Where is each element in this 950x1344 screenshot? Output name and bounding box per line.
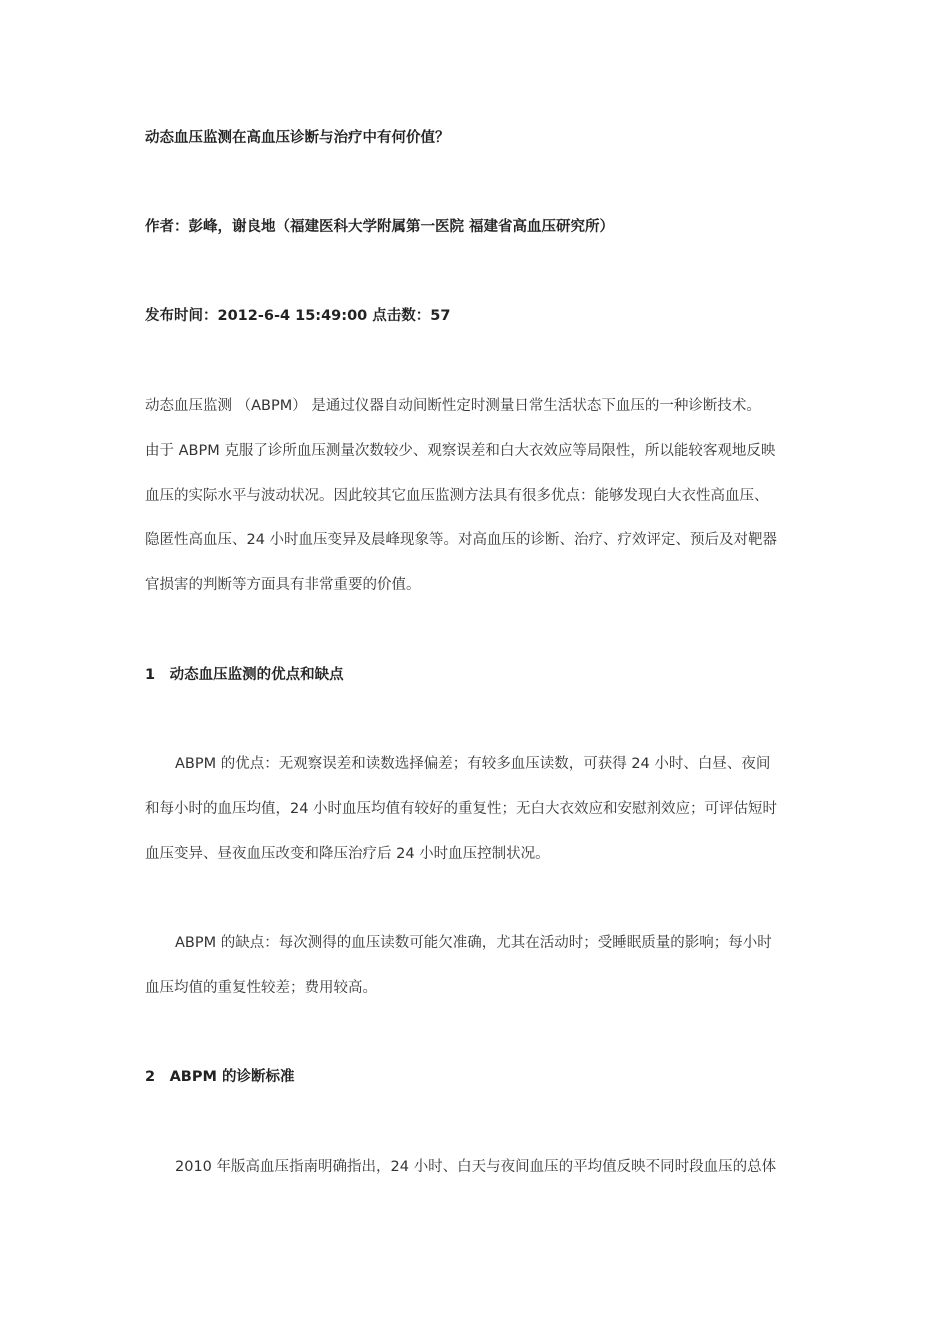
- section-1-heading: 1 动态血压监测的优点和缺点: [145, 667, 344, 683]
- article-authors: 作者：彭峰，谢良地（福建医科大学附属第一医院 福建省高血压研究所）: [145, 219, 615, 235]
- intro-line: 隐匿性高血压、24 小时血压变异及晨峰现象等。对高血压的诊断、治疗、疗效评定、预后及对靶器: [145, 532, 778, 548]
- advantages-line: 和每小时的血压均值，24 小时血压均值有较好的重复性；无白大衣效应和安慰剂效应；可评估短时: [145, 801, 778, 817]
- advantages-line: ABPM 的优点：无观察误差和读数选择偏差；有较多血压读数，可获得 24 小时、白昼、夜间: [175, 756, 771, 772]
- intro-line: 血压的实际水平与波动状况。因此较其它血压监测方法具有很多优点：能够发现白大衣性高血压、: [145, 488, 769, 504]
- advantages-line: 血压变异、昼夜血压改变和降压治疗后 24 小时血压控制状况。: [145, 846, 550, 862]
- disadvantages-line: ABPM 的缺点：每次测得的血压读数可能欠准确，尤其在活动时；受睡眠质量的影响；每小时: [175, 935, 772, 951]
- intro-line: 官损害的判断等方面具有非常重要的价值。: [145, 577, 421, 593]
- intro-line: 动态血压监测 （ABPM） 是通过仪器自动间断性定时测量日常生活状态下血压的一种诊断技术。: [145, 398, 761, 414]
- article-title: 动态血压监测在高血压诊断与治疗中有何价值？: [145, 130, 450, 146]
- article-publish-info: 发布时间：2012-6-4 15:49:00 点击数：57: [145, 308, 451, 324]
- intro-line: 由于 ABPM 克服了诊所血压测量次数较少、观察误差和白大衣效应等局限性，所以能较客观地反映: [145, 443, 776, 459]
- section-2-heading: 2 ABPM 的诊断标准: [145, 1069, 295, 1085]
- disadvantages-line: 血压均值的重复性较差；费用较高。: [145, 980, 377, 996]
- section-2-line: 2010 年版高血压指南明确指出，24 小时、白天与夜间血压的平均值反映不同时段血压的总体: [175, 1159, 777, 1175]
